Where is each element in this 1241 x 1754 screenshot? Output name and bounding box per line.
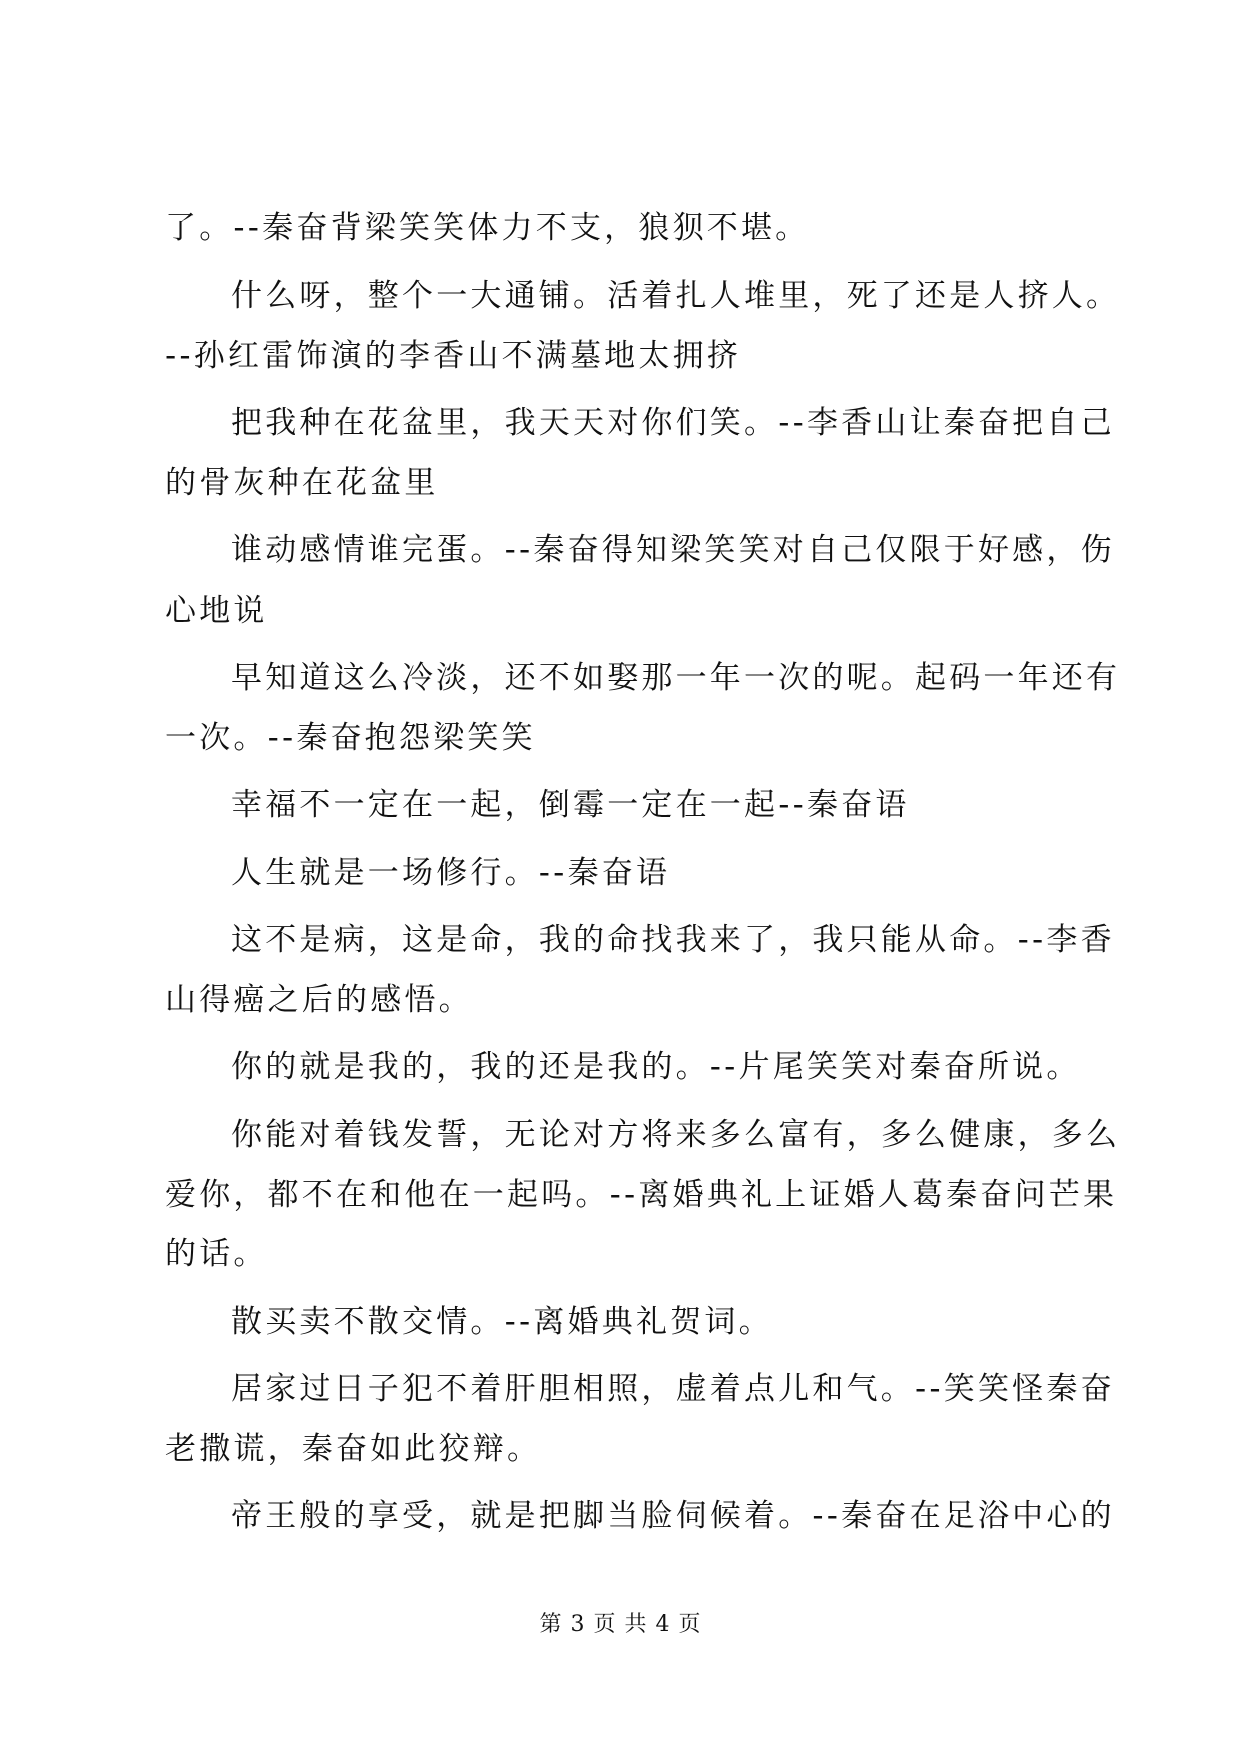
text-line: 帝王般的享受，就是把脚当脸伺候着。--秦奋在足浴中心的 [231,1498,1115,1534]
text-line: 什么呀，整个一大通铺。活着扎人堆里，死了还是人挤人。 [231,278,1121,314]
text-line: 了。--秦奋背梁笑笑体力不支，狼狈不堪。 [165,210,810,246]
text-line: 人生就是一场修行。--秦奋语 [231,855,671,891]
text-line: 的话。 [165,1236,268,1272]
text-line: 山得癌之后的感悟。 [165,982,473,1018]
text-line: 散买卖不散交情。--离婚典礼贺词。 [231,1304,773,1340]
text-line: 老撒谎，秦奋如此狡辩。 [165,1431,542,1467]
text-line: --孙红雷饰演的李香山不满墓地太拥挤 [165,338,741,374]
text-line: 一次。--秦奋抱怨梁笑笑 [165,720,536,756]
text-line: 幸福不一定在一起，倒霉一定在一起--秦奋语 [231,787,910,823]
text-line: 把我种在花盆里，我天天对你们笑。--李香山让秦奋把自己 [231,405,1115,441]
text-line: 居家过日子犯不着肝胆相照，虚着点儿和气。--笑笑怪秦奋 [231,1371,1115,1407]
text-line: 心地说 [165,593,268,629]
page-footer: 第 3 页 共 4 页 [539,1612,702,1637]
text-line: 的骨灰种在花盆里 [165,465,439,501]
text-line: 早知道这么冷淡，还不如娶那一年一次的呢。起码一年还有 [231,660,1121,696]
text-line: 爱你，都不在和他在一起吗。--离婚典礼上证婚人葛秦奋问芒果 [165,1177,1118,1213]
text-line: 谁动感情谁完蛋。--秦奋得知梁笑笑对自己仅限于好感，伤 [231,532,1115,568]
text-line: 你的就是我的，我的还是我的。--片尾笑笑对秦奋所说。 [231,1049,1081,1085]
text-line: 这不是病，这是命，我的命找我来了，我只能从命。--李香 [231,922,1115,958]
text-line: 你能对着钱发誓，无论对方将来多么富有，多么健康，多么 [231,1117,1121,1153]
